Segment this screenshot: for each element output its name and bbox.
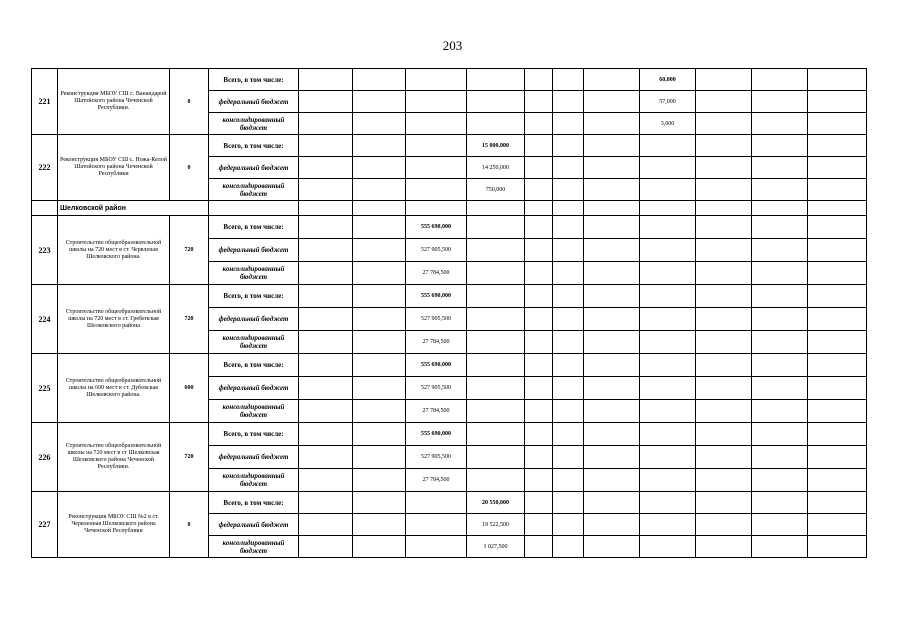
table-row: [32, 423, 867, 446]
amount-cell: [525, 113, 553, 135]
amount-cell: [553, 469, 584, 492]
amount-cell: 1 027,500: [467, 536, 525, 558]
amount-cell: [467, 423, 525, 446]
amount-cell: [808, 536, 867, 558]
amount-cell: 20 550,000: [467, 492, 525, 514]
amount-cell: [584, 377, 640, 400]
funding-source-label: консолидированный бюджет: [209, 113, 299, 135]
amount-cell: [406, 91, 467, 113]
amount-cell: [640, 239, 696, 262]
table-row: [32, 69, 867, 91]
amount-cell: [752, 446, 808, 469]
amount-cell: [696, 216, 752, 239]
amount-cell: [406, 135, 467, 157]
amount-cell: [752, 514, 808, 536]
section-empty-cell: [406, 201, 467, 216]
amount-cell: [640, 354, 696, 377]
amount-cell: 19 522,500: [467, 514, 525, 536]
amount-cell: [696, 423, 752, 446]
amount-cell: [299, 514, 353, 536]
amount-cell: [808, 331, 867, 354]
funding-source-label: консолидированный бюджет: [209, 400, 299, 423]
amount-cell: [696, 331, 752, 354]
capacity-cell: 0: [170, 135, 209, 201]
capacity-cell: 720: [170, 423, 209, 492]
amount-cell: [525, 239, 553, 262]
amount-cell: [640, 285, 696, 308]
amount-cell: [808, 400, 867, 423]
amount-cell: [640, 331, 696, 354]
amount-cell: [406, 157, 467, 179]
amount-cell: [640, 446, 696, 469]
amount-cell: 527 905,500: [406, 377, 467, 400]
amount-cell: [696, 354, 752, 377]
section-empty-cell: [640, 201, 696, 216]
section-empty-cell: [209, 201, 299, 216]
amount-cell: [808, 354, 867, 377]
amount-cell: [353, 400, 406, 423]
amount-cell: [696, 308, 752, 331]
amount-cell: [696, 492, 752, 514]
amount-cell: [525, 514, 553, 536]
object-description: Строительство общеобразовательной школы на 720 мест в ст. Гребенская Шелковского района: [58, 285, 170, 354]
amount-cell: 3,000: [640, 113, 696, 135]
amount-cell: [553, 446, 584, 469]
amount-cell: [808, 216, 867, 239]
amount-cell: [553, 308, 584, 331]
amount-cell: [299, 377, 353, 400]
amount-cell: [584, 262, 640, 285]
amount-cell: [299, 400, 353, 423]
amount-cell: [299, 331, 353, 354]
amount-cell: [353, 331, 406, 354]
section-spacer: [32, 201, 58, 216]
amount-cell: [353, 113, 406, 135]
amount-cell: 555 690,000: [406, 354, 467, 377]
amount-cell: [525, 135, 553, 157]
amount-cell: 15 000,000: [467, 135, 525, 157]
amount-cell: [553, 157, 584, 179]
funding-source-label: Всего, в том числе:: [209, 135, 299, 157]
section-empty-cell: [584, 201, 640, 216]
amount-cell: [696, 239, 752, 262]
amount-cell: [353, 354, 406, 377]
amount-cell: [808, 113, 867, 135]
funding-source-label: консолидированный бюджет: [209, 262, 299, 285]
section-empty-cell: [752, 201, 808, 216]
amount-cell: [299, 308, 353, 331]
amount-cell: [808, 69, 867, 91]
amount-cell: [752, 536, 808, 558]
funding-source-label: консолидированный бюджет: [209, 536, 299, 558]
amount-cell: [525, 216, 553, 239]
amount-cell: [584, 331, 640, 354]
object-description: Реконструкция МБОУ СШ №2 в ст. Червленная Шелковского района Чеченской Республики: [58, 492, 170, 558]
amount-cell: [553, 216, 584, 239]
amount-cell: [467, 69, 525, 91]
amount-cell: [299, 239, 353, 262]
amount-cell: [584, 239, 640, 262]
amount-cell: [584, 157, 640, 179]
amount-cell: 750,000: [467, 179, 525, 201]
amount-cell: [353, 492, 406, 514]
amount-cell: [353, 262, 406, 285]
amount-cell: [640, 514, 696, 536]
amount-cell: 14 250,000: [467, 157, 525, 179]
budget-table: [31, 68, 867, 558]
funding-source-label: консолидированный бюджет: [209, 331, 299, 354]
amount-cell: [640, 536, 696, 558]
amount-cell: 57,000: [640, 91, 696, 113]
page-number: 203: [442, 38, 463, 53]
funding-source-label: федеральный бюджет: [209, 308, 299, 331]
amount-cell: [696, 91, 752, 113]
amount-cell: [640, 492, 696, 514]
amount-cell: 27 784,500: [406, 262, 467, 285]
amount-cell: [752, 285, 808, 308]
amount-cell: [353, 536, 406, 558]
amount-cell: [467, 400, 525, 423]
amount-cell: [525, 91, 553, 113]
amount-cell: [640, 157, 696, 179]
amount-cell: 27 784,500: [406, 469, 467, 492]
amount-cell: [752, 377, 808, 400]
amount-cell: [752, 113, 808, 135]
amount-cell: 555 690,000: [406, 285, 467, 308]
amount-cell: [353, 514, 406, 536]
amount-cell: [752, 354, 808, 377]
amount-cell: [808, 423, 867, 446]
amount-cell: [406, 492, 467, 514]
amount-cell: [584, 113, 640, 135]
amount-cell: 527 905,500: [406, 239, 467, 262]
amount-cell: [553, 135, 584, 157]
amount-cell: [553, 514, 584, 536]
amount-cell: [525, 423, 553, 446]
amount-cell: [584, 135, 640, 157]
amount-cell: [752, 400, 808, 423]
amount-cell: [752, 157, 808, 179]
amount-cell: [640, 400, 696, 423]
amount-cell: [553, 377, 584, 400]
section-empty-cell: [525, 201, 553, 216]
section-empty-cell: [353, 201, 406, 216]
amount-cell: [553, 492, 584, 514]
amount-cell: [808, 446, 867, 469]
amount-cell: [752, 423, 808, 446]
object-description: Строительство общеобразовательной школы на 720 мест в ст. Червленая Шелковского района.: [58, 216, 170, 285]
amount-cell: [406, 69, 467, 91]
section-empty-cell: [808, 201, 867, 216]
amount-cell: [525, 492, 553, 514]
amount-cell: [640, 135, 696, 157]
amount-cell: 60,000: [640, 69, 696, 91]
funding-source-label: консолидированный бюджет: [209, 469, 299, 492]
amount-cell: [525, 262, 553, 285]
amount-cell: [808, 469, 867, 492]
amount-cell: [808, 239, 867, 262]
amount-cell: [467, 331, 525, 354]
amount-cell: [353, 216, 406, 239]
object-description: Строительство общеобразовательной школы на 600 мест в ст. Дубовская Шелковского района.: [58, 354, 170, 423]
amount-cell: [808, 157, 867, 179]
amount-cell: [406, 514, 467, 536]
funding-source-label: федеральный бюджет: [209, 157, 299, 179]
amount-cell: [525, 179, 553, 201]
amount-cell: [696, 113, 752, 135]
amount-cell: [752, 331, 808, 354]
amount-cell: [553, 69, 584, 91]
amount-cell: [696, 285, 752, 308]
amount-cell: [525, 285, 553, 308]
amount-cell: 527 905,500: [406, 446, 467, 469]
table-row: [32, 135, 867, 157]
amount-cell: [467, 262, 525, 285]
section-empty-cell: [299, 201, 353, 216]
amount-cell: 555 690,000: [406, 216, 467, 239]
amount-cell: [525, 400, 553, 423]
amount-cell: [584, 400, 640, 423]
amount-cell: [696, 400, 752, 423]
amount-cell: [553, 262, 584, 285]
funding-source-label: федеральный бюджет: [209, 239, 299, 262]
amount-cell: [584, 423, 640, 446]
row-number: 222: [32, 135, 58, 201]
amount-cell: [467, 285, 525, 308]
amount-cell: [640, 469, 696, 492]
amount-cell: [752, 91, 808, 113]
amount-cell: [696, 69, 752, 91]
amount-cell: [467, 308, 525, 331]
table-row: [32, 216, 867, 239]
amount-cell: [299, 446, 353, 469]
amount-cell: [299, 135, 353, 157]
amount-cell: [808, 285, 867, 308]
amount-cell: [406, 179, 467, 201]
amount-cell: [752, 469, 808, 492]
amount-cell: [808, 179, 867, 201]
amount-cell: [752, 69, 808, 91]
section-empty-cell: [553, 201, 584, 216]
amount-cell: [353, 239, 406, 262]
amount-cell: 527 905,500: [406, 308, 467, 331]
amount-cell: [752, 239, 808, 262]
amount-cell: [467, 446, 525, 469]
amount-cell: [553, 423, 584, 446]
object-description: Строительство общеобразовательной школы на 720 мест в ст Шелковская Шелковского района Чеченской Республики.: [58, 423, 170, 492]
amount-cell: [584, 216, 640, 239]
row-number: 225: [32, 354, 58, 423]
amount-cell: [353, 469, 406, 492]
amount-cell: [353, 179, 406, 201]
amount-cell: [696, 135, 752, 157]
amount-cell: [299, 69, 353, 91]
amount-cell: [808, 262, 867, 285]
amount-cell: [640, 308, 696, 331]
amount-cell: [553, 400, 584, 423]
amount-cell: [584, 308, 640, 331]
funding-source-label: Всего, в том числе:: [209, 492, 299, 514]
amount-cell: [353, 157, 406, 179]
amount-cell: [353, 423, 406, 446]
object-description: Реконструкция МБОУ СШ с. Ножа-Келой Шатойского района Чеченской Республики: [58, 135, 170, 201]
amount-cell: [299, 157, 353, 179]
amount-cell: [353, 91, 406, 113]
amount-cell: [696, 157, 752, 179]
amount-cell: [525, 69, 553, 91]
amount-cell: [584, 446, 640, 469]
amount-cell: [808, 91, 867, 113]
amount-cell: [406, 113, 467, 135]
amount-cell: [584, 91, 640, 113]
amount-cell: [808, 135, 867, 157]
amount-cell: [553, 239, 584, 262]
amount-cell: [467, 113, 525, 135]
amount-cell: [467, 216, 525, 239]
amount-cell: [640, 179, 696, 201]
amount-cell: [640, 216, 696, 239]
funding-source-label: Всего, в том числе:: [209, 354, 299, 377]
amount-cell: 555 690,000: [406, 423, 467, 446]
amount-cell: [752, 216, 808, 239]
amount-cell: [467, 239, 525, 262]
amount-cell: [299, 262, 353, 285]
amount-cell: [299, 423, 353, 446]
amount-cell: [353, 308, 406, 331]
row-number: 224: [32, 285, 58, 354]
amount-cell: [406, 536, 467, 558]
amount-cell: [696, 469, 752, 492]
amount-cell: 27 784,500: [406, 331, 467, 354]
amount-cell: [299, 91, 353, 113]
funding-source-label: федеральный бюджет: [209, 446, 299, 469]
row-number: 221: [32, 69, 58, 135]
amount-cell: [640, 377, 696, 400]
amount-cell: [584, 492, 640, 514]
amount-cell: 27 784,500: [406, 400, 467, 423]
row-number: 227: [32, 492, 58, 558]
amount-cell: [640, 262, 696, 285]
amount-cell: [299, 354, 353, 377]
amount-cell: [353, 377, 406, 400]
funding-source-label: Всего, в том числе:: [209, 69, 299, 91]
amount-cell: [299, 469, 353, 492]
amount-cell: [353, 285, 406, 308]
amount-cell: [353, 69, 406, 91]
capacity-cell: 720: [170, 216, 209, 285]
amount-cell: [584, 285, 640, 308]
amount-cell: [584, 536, 640, 558]
funding-source-label: консолидированный бюджет: [209, 179, 299, 201]
section-empty-cell: [467, 201, 525, 216]
funding-source-label: Всего, в том числе:: [209, 423, 299, 446]
funding-source-label: федеральный бюджет: [209, 377, 299, 400]
amount-cell: [353, 446, 406, 469]
amount-cell: [553, 285, 584, 308]
amount-cell: [553, 179, 584, 201]
amount-cell: [553, 536, 584, 558]
amount-cell: [808, 377, 867, 400]
amount-cell: [299, 179, 353, 201]
amount-cell: [640, 423, 696, 446]
amount-cell: [584, 354, 640, 377]
amount-cell: [696, 514, 752, 536]
amount-cell: [467, 354, 525, 377]
funding-source-label: федеральный бюджет: [209, 91, 299, 113]
amount-cell: [525, 331, 553, 354]
amount-cell: [467, 91, 525, 113]
amount-cell: [752, 179, 808, 201]
capacity-cell: 600: [170, 354, 209, 423]
amount-cell: [808, 492, 867, 514]
amount-cell: [299, 113, 353, 135]
amount-cell: [696, 262, 752, 285]
amount-cell: [299, 216, 353, 239]
amount-cell: [299, 492, 353, 514]
amount-cell: [525, 446, 553, 469]
amount-cell: [696, 536, 752, 558]
funding-source-label: Всего, в том числе:: [209, 216, 299, 239]
amount-cell: [525, 536, 553, 558]
funding-source-label: федеральный бюджет: [209, 514, 299, 536]
amount-cell: [696, 377, 752, 400]
amount-cell: [752, 262, 808, 285]
table-row: [32, 354, 867, 377]
amount-cell: [353, 135, 406, 157]
capacity-cell: 0: [170, 69, 209, 135]
amount-cell: [467, 469, 525, 492]
amount-cell: [752, 492, 808, 514]
amount-cell: [525, 377, 553, 400]
table-row: [32, 285, 867, 308]
capacity-cell: 0: [170, 492, 209, 558]
row-number: 226: [32, 423, 58, 492]
section-row: [32, 201, 867, 216]
amount-cell: [525, 308, 553, 331]
amount-cell: [553, 91, 584, 113]
section-title: Шелковской район: [58, 201, 209, 216]
funding-source-label: Всего, в том числе:: [209, 285, 299, 308]
amount-cell: [467, 377, 525, 400]
amount-cell: [299, 285, 353, 308]
amount-cell: [696, 179, 752, 201]
amount-cell: [584, 179, 640, 201]
amount-cell: [584, 514, 640, 536]
amount-cell: [525, 469, 553, 492]
amount-cell: [525, 354, 553, 377]
amount-cell: [553, 113, 584, 135]
table-body: [32, 69, 867, 558]
amount-cell: [553, 331, 584, 354]
amount-cell: [525, 157, 553, 179]
amount-cell: [299, 536, 353, 558]
amount-cell: [553, 354, 584, 377]
amount-cell: [808, 308, 867, 331]
table-row: [32, 492, 867, 514]
capacity-cell: 720: [170, 285, 209, 354]
amount-cell: [584, 469, 640, 492]
row-number: 223: [32, 216, 58, 285]
section-empty-cell: [696, 201, 752, 216]
amount-cell: [808, 514, 867, 536]
amount-cell: [584, 69, 640, 91]
amount-cell: [752, 308, 808, 331]
amount-cell: [696, 446, 752, 469]
object-description: Реконструкция МБОУ СШ с. Ванандарой Шатойского района Чеченской Республики.: [58, 69, 170, 135]
amount-cell: [752, 135, 808, 157]
